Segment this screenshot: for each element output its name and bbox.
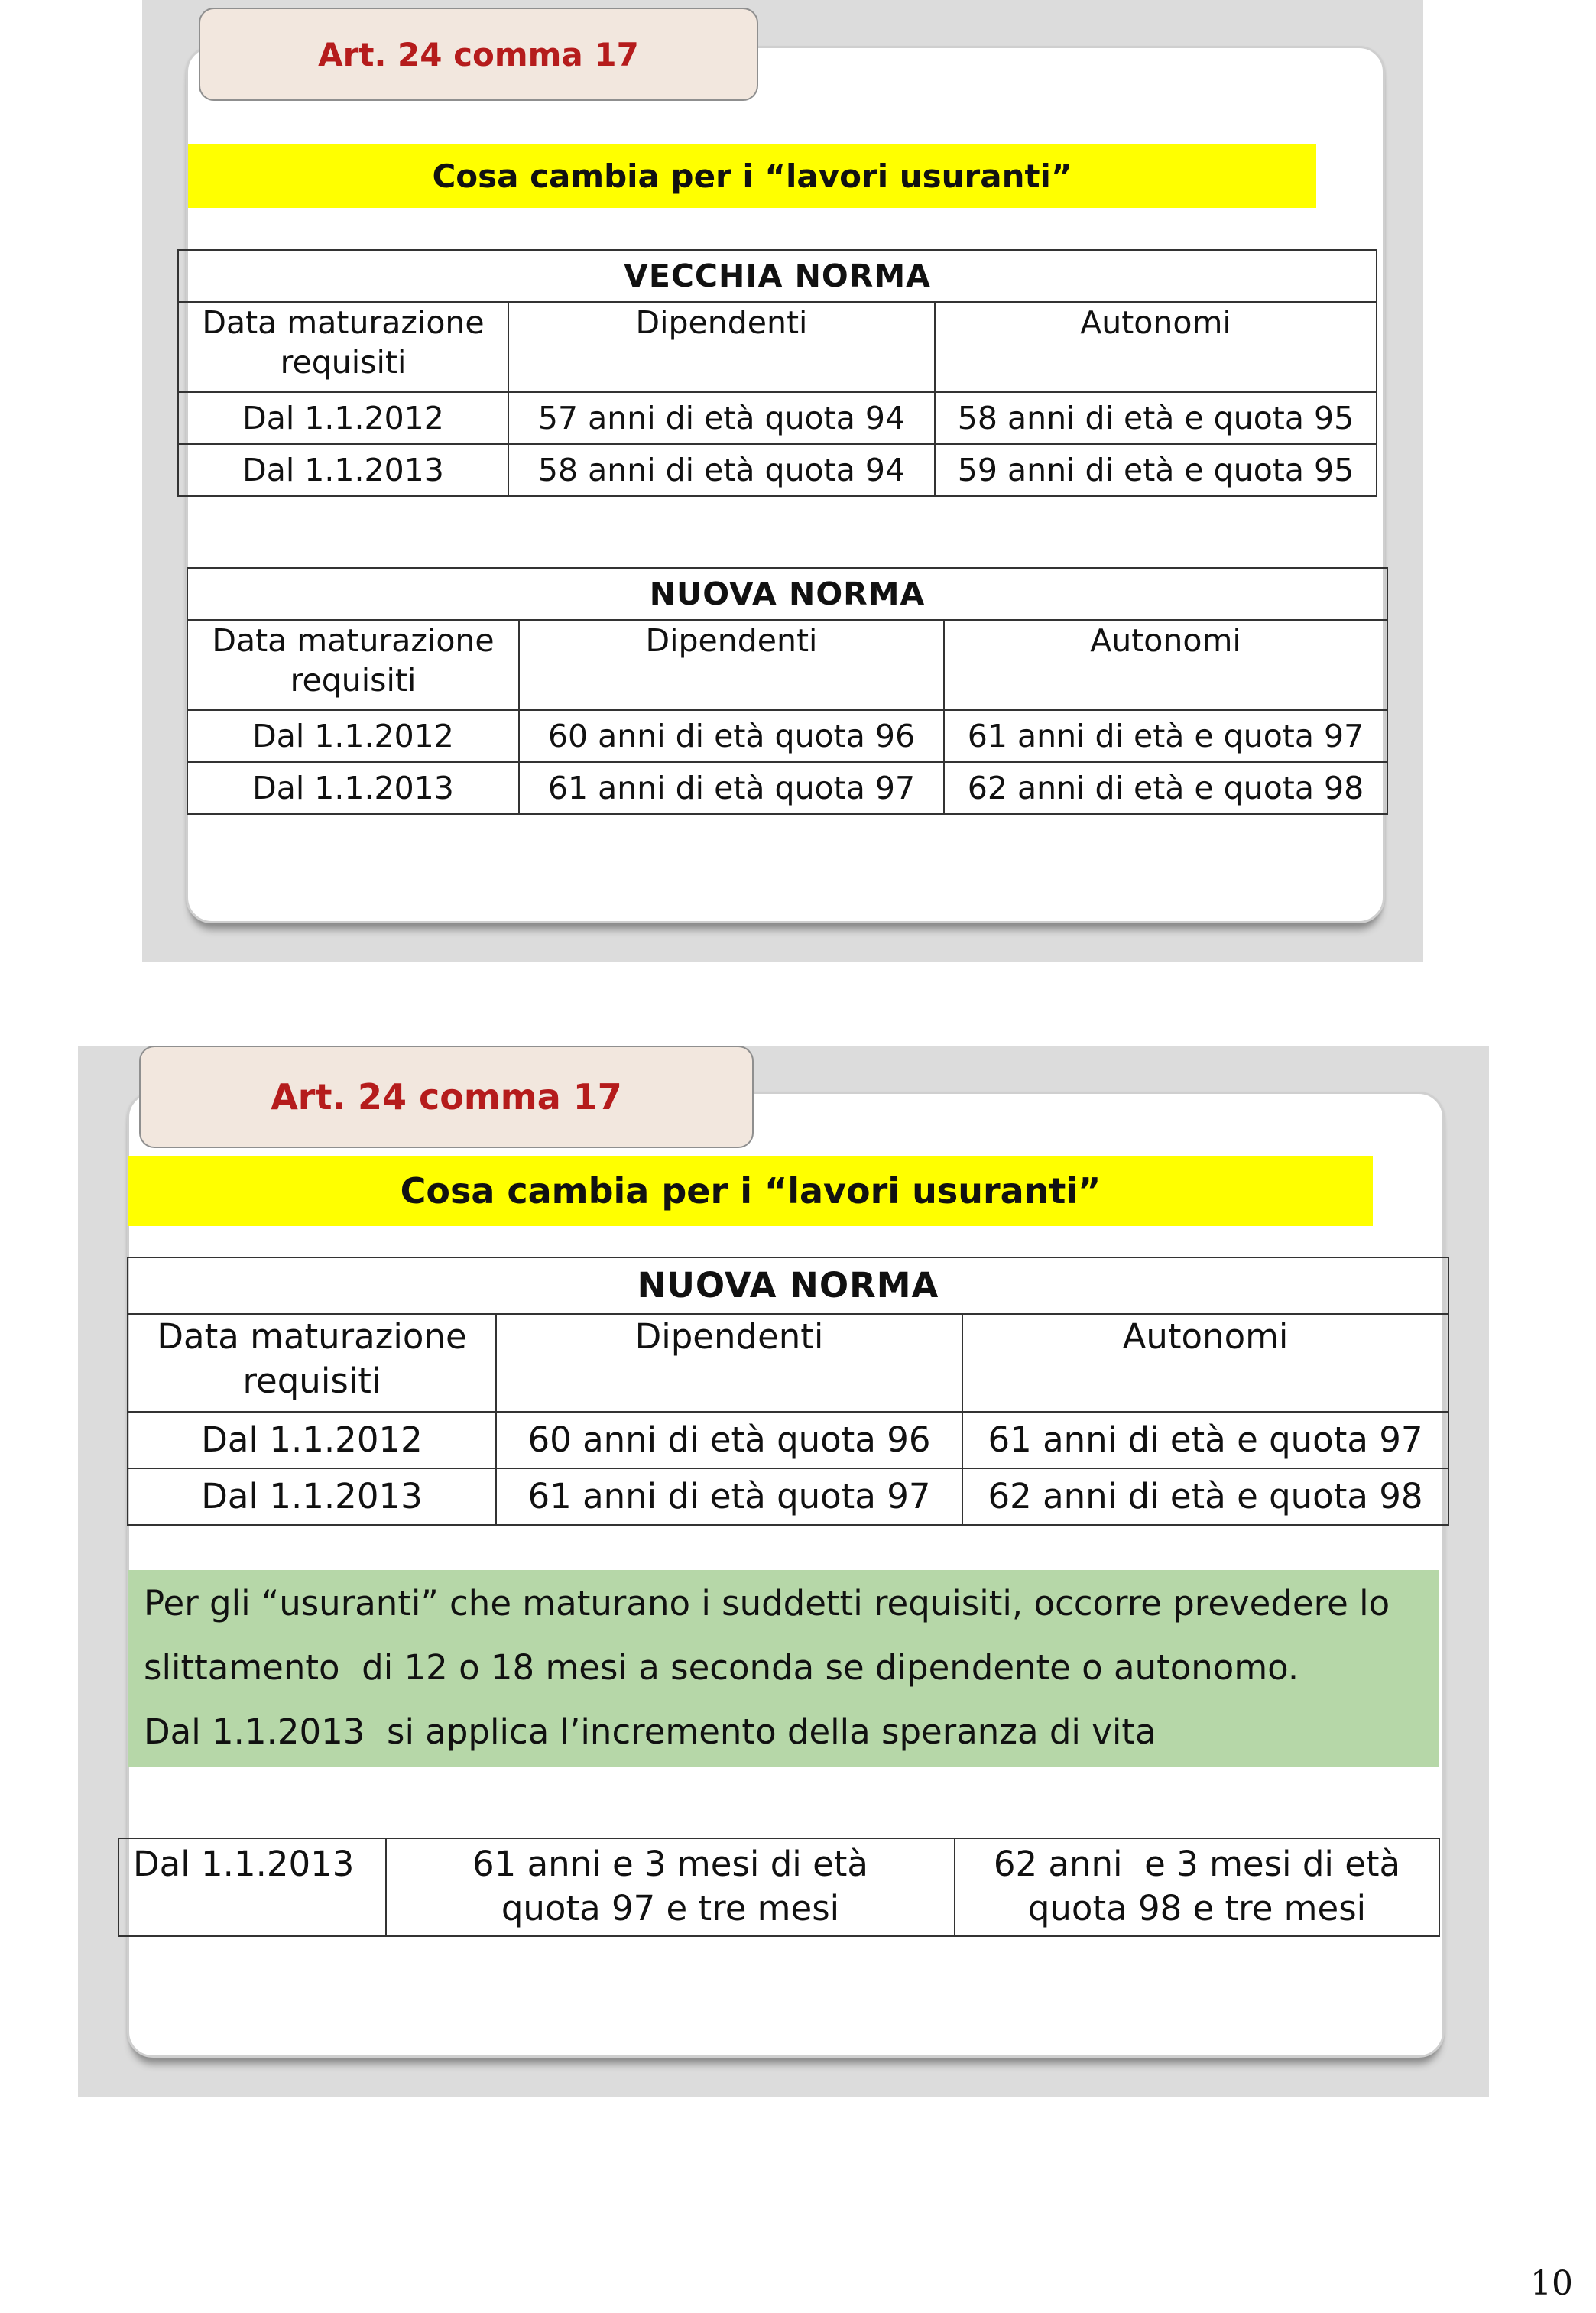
table-cell: 60 anni di età quota 96	[496, 1412, 962, 1468]
cell-line: quota 98 e tre mesi	[1027, 1887, 1367, 1929]
table-cell: Dal 1.1.2013	[118, 1838, 386, 1936]
table-cell: Dal 1.1.2012	[187, 710, 519, 762]
banner-title: Cosa cambia per i “lavori usuranti”	[400, 1170, 1101, 1212]
nuova-norma-table	[127, 1257, 1449, 1526]
table-cell	[386, 1838, 955, 1936]
table-cell	[955, 1838, 1439, 1936]
header-dipendenti: Dipendenti	[519, 620, 944, 710]
table-cell: 61 anni di età quota 97	[519, 762, 944, 814]
page-number: 10	[1530, 2264, 1573, 2303]
table-cell: 58 anni di età e quota 95	[935, 392, 1377, 444]
nuova-norma-table	[187, 567, 1388, 815]
banner-title: Cosa cambia per i “lavori usuranti”	[432, 157, 1072, 195]
table-cell: 61 anni di età e quota 97	[944, 710, 1387, 762]
speranza-vita-table	[118, 1838, 1440, 1937]
table-cell: 60 anni di età quota 96	[519, 710, 944, 762]
header-dipendenti: Dipendenti	[508, 302, 935, 392]
slide-1-article-tab	[199, 8, 758, 101]
table-cell: 58 anni di età quota 94	[508, 444, 935, 496]
header-autonomi: Autonomi	[935, 302, 1377, 392]
table-cell: Dal 1.1.2013	[178, 444, 508, 496]
header-autonomi: Autonomi	[944, 620, 1387, 710]
table-cell: 59 anni di età e quota 95	[935, 444, 1377, 496]
table-title: VECCHIA NORMA	[178, 250, 1377, 302]
slide-2-article-tab	[139, 1046, 754, 1148]
cell-line: quota 97 e tre mesi	[501, 1887, 840, 1929]
note-line: Per gli “usuranti” che maturano i suddetti requisiti, occorre prevedere lo	[144, 1583, 1390, 1624]
slide-1-banner	[188, 144, 1316, 208]
note-line: slittamento di 12 o 18 mesi a seconda se dipendente o autonomo.	[144, 1647, 1299, 1688]
header-date: Data maturazione requisiti	[128, 1314, 496, 1412]
article-title: Art. 24 comma 17	[271, 1076, 622, 1118]
table-cell: Dal 1.1.2012	[128, 1412, 496, 1468]
table-title: NUOVA NORMA	[187, 568, 1387, 620]
table-cell: Dal 1.1.2013	[128, 1468, 496, 1525]
slide-2-banner	[128, 1156, 1373, 1226]
table-cell: 61 anni di età quota 97	[496, 1468, 962, 1525]
header-date: Data maturazione requisiti	[178, 302, 508, 392]
header-dipendenti: Dipendenti	[496, 1314, 962, 1412]
header-autonomi: Autonomi	[962, 1314, 1448, 1412]
table-cell: 57 anni di età quota 94	[508, 392, 935, 444]
table-cell: 61 anni di età e quota 97	[962, 1412, 1448, 1468]
vecchia-norma-table	[177, 249, 1377, 497]
table-cell: 62 anni di età e quota 98	[944, 762, 1387, 814]
cell-line: 62 anni e 3 mesi di età	[993, 1844, 1401, 1884]
cell-line: 61 anni e 3 mesi di età	[472, 1844, 868, 1884]
table-title: NUOVA NORMA	[128, 1257, 1448, 1314]
table-cell: Dal 1.1.2013	[187, 762, 519, 814]
note-line: Dal 1.1.2013 si applica l’incremento della speranza di vita	[144, 1711, 1156, 1752]
usuranti-note	[128, 1570, 1439, 1767]
table-cell: Dal 1.1.2012	[178, 392, 508, 444]
header-date: Data maturazione requisiti	[187, 620, 519, 710]
table-cell: 62 anni di età e quota 98	[962, 1468, 1448, 1525]
article-title: Art. 24 comma 17	[318, 35, 639, 73]
